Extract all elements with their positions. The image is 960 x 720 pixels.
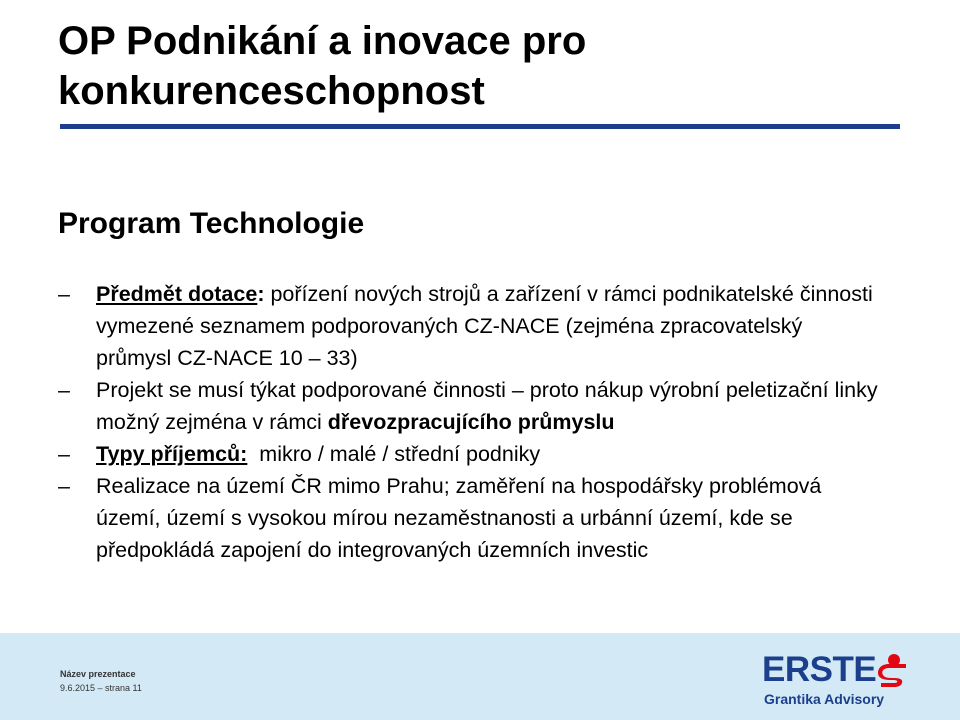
title-divider	[60, 124, 900, 129]
bullet-dash: –	[58, 378, 70, 402]
bullet-item	[58, 374, 878, 438]
bullet-text: mikro / malé / střední podniky	[247, 442, 541, 466]
bullet-item	[58, 470, 878, 566]
slide-title: OP Podnikání a inovace pro konkurenceschopnost	[58, 19, 587, 113]
bullet-list	[58, 278, 878, 566]
erste-grantika-logo	[762, 651, 912, 713]
date-page-number: 9.6.2015 – strana 11	[60, 683, 142, 693]
bullet-item	[58, 278, 878, 374]
bullet-item	[58, 438, 878, 470]
bullet-label: Předmět dotace	[96, 282, 258, 306]
slide-subtitle: Program Technologie	[58, 207, 365, 240]
bullet-text: Realizace na území ČR mimo Prahu; zaměření na hospodářsky problémová území, území s vysokou mírou nezaměstnanosti a urbánní území, kde se předpokládá zapojení do integrovaných územních investic	[96, 474, 822, 562]
bullet-label: Typy příjemců:	[96, 442, 248, 466]
presentation-name: Název prezentace	[60, 669, 136, 679]
logo-subline: Grantika Advisory	[764, 691, 885, 707]
bullet-bold-text: dřevozpracujícího průmyslu	[327, 410, 615, 434]
bullet-dash: –	[58, 282, 70, 306]
bullet-text: Projekt se musí týkat podporované činnosti – proto nákup výrobní peletizační linky možný zejména v rámci	[96, 378, 878, 434]
footer-bar	[0, 633, 960, 720]
bullet-label-colon: :	[257, 282, 265, 306]
logo-wordmark: ERSTE	[762, 650, 877, 689]
bullet-dash: –	[58, 442, 70, 466]
bullet-text: pořízení nových strojů a zařízení v rámci podnikatelské činnosti vymezené seznamem podporovaných CZ-NACE (zejména zpracovatelský průmysl CZ-NACE 10 – 33)	[96, 282, 873, 370]
erste-s-logo-icon	[876, 653, 912, 691]
bullet-dash: –	[58, 474, 70, 498]
